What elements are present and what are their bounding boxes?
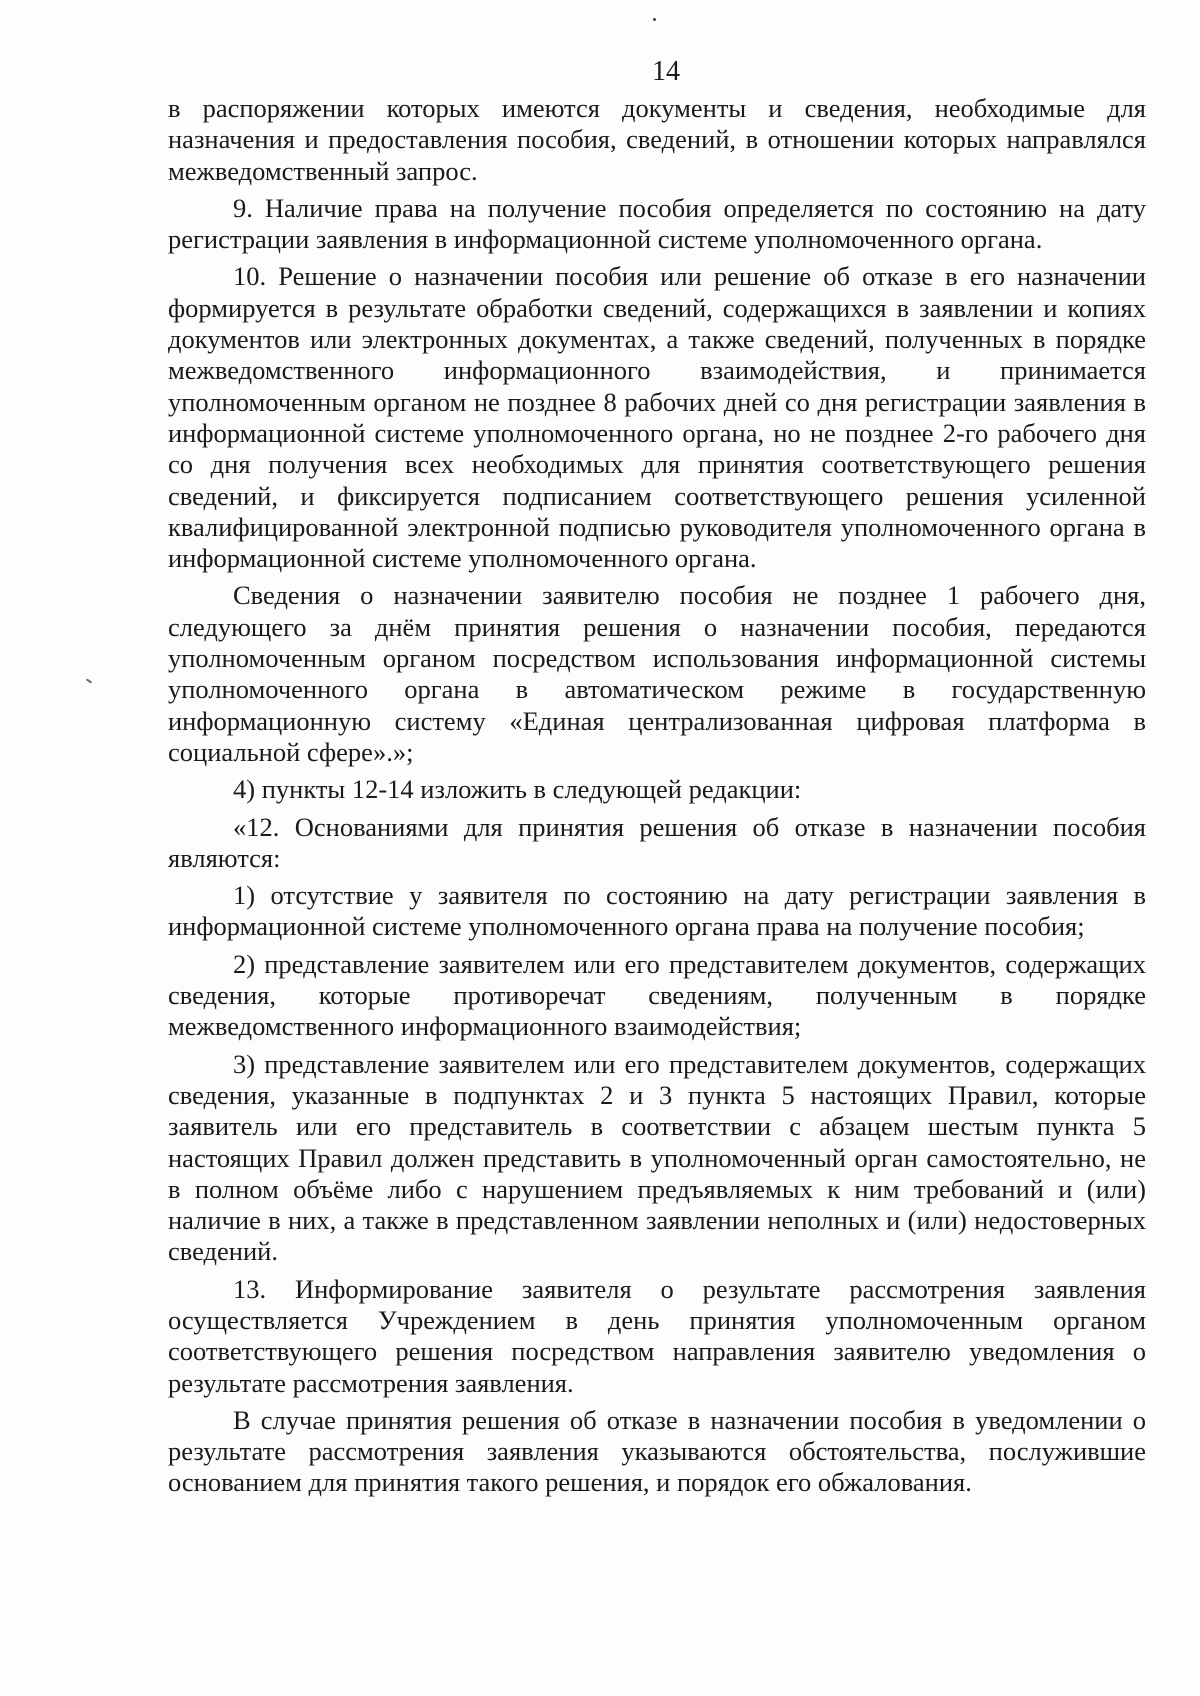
paragraph-ground-3: 3) представление заявителем или его представителем документов, содержащих сведения, указанные в подпунктах 2 и 3 пункта 5 настоящих Правил, которые заявитель или его представитель в соответствии с абзацем шестым пункта 5 настоящих Правил должен представить в уполномоченный орган самостоятельно, не в полном объёме либо с нарушением предъявляемых к ним требований и (или) наличие в них, а также в представленном заявлении неполных и (или) недостоверных сведений. bbox=[168, 1048, 1146, 1267]
document-body bbox=[168, 93, 1146, 1499]
paragraph-refusal-notice: В случае принятия решения об отказе в назначении пособия в уведомлении о результате рассмотрения заявления указываются обстоятельства, послужившие основанием для принятия такого решения, и порядок его обжалования. bbox=[168, 1404, 1146, 1498]
paragraph-amendment-4: 4) пункты 12-14 изложить в следующей редакции: bbox=[233, 774, 802, 805]
paragraph-ground-1: 1) отсутствие у заявителя по состоянию на дату регистрации заявления в информационной системе уполномоченного органа права на получение пособия; bbox=[168, 880, 1146, 942]
paragraph-continuation: в распоряжении которых имеются документы и сведения, необходимые для назначения и предоставления пособия, сведений, в отношении которых направлялся межведомственный запрос. bbox=[168, 93, 1146, 186]
paragraph-item-10: 10. Решение о назначении пособия или решение об отказе в его назначении формируется в результате обработки сведений, содержащихся в заявлении и копиях документов или электронных документах, а также сведений, полученных в порядке межведомственного информационного взаимодействия, и принимается уполномоченным органом не позднее 8 рабочих дней со дня регистрации заявления в информационной системе уполномоченного органа, но не позднее 2-го рабочего дня со дня получения всех необходимых для принятия соответствующего решения сведений, и фиксируется подписанием соответствующего решения усиленной квалифицированной электронной подписью руководителя уполномоченного органа в информационной системе уполномоченного органа. bbox=[168, 261, 1146, 574]
scan-speck bbox=[653, 18, 656, 21]
scan-mark bbox=[86, 678, 92, 683]
paragraph-item-9: 9. Наличие права на получение пособия определяется по состоянию на дату регистрации заявления в информационной системе уполномоченного органа. bbox=[168, 192, 1146, 255]
paragraph-item-13: 13. Информирование заявителя о результате рассмотрения заявления осуществляется Учреждением в день принятия уполномоченным органом соответствующего решения посредством направления заявителю уведомления о результате рассмотрения заявления. bbox=[168, 1273, 1146, 1398]
paragraph-ground-2: 2) представление заявителем или его представителем документов, содержащих сведения, которые противоречат сведениям, полученным в порядке межведомственного информационного взаимодействия; bbox=[168, 948, 1146, 1042]
paragraph-item-12: «12. Основаниями для принятия решения об отказе в назначении пособия являются: bbox=[168, 811, 1146, 873]
paragraph-information-transfer: Сведения о назначении заявителю пособия не позднее 1 рабочего дня, следующего за днём принятия решения о назначении пособия, передаются уполномоченным органом посредством использования информационной системы уполномоченного органа в автоматическом режиме в государственную информационную систему «Единая централизованная цифровая платформа в социальной сфере».»; bbox=[168, 580, 1146, 767]
page-number: 14 bbox=[652, 56, 680, 87]
